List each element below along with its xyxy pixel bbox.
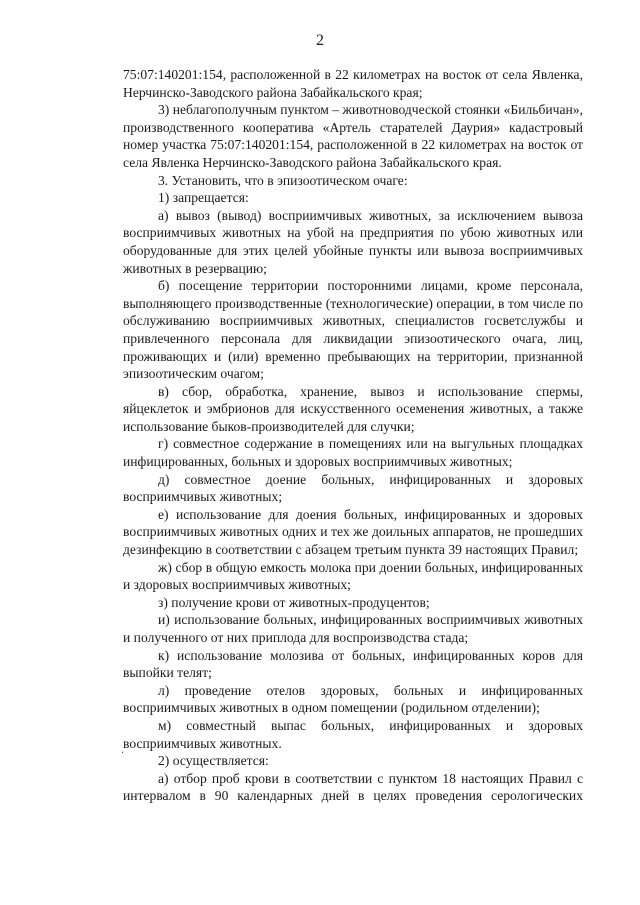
paragraph-carried-out: 2) осуществляется: <box>158 753 269 769</box>
page-number: 2 <box>316 32 324 49</box>
paragraph-l: л) проведение отелов здоровых, больных и инфицированных восприимчивых животных в одном помещении (родильном отделении); <box>123 682 583 716</box>
paragraph-i: и) использование больных, инфицированных восприимчивых животных и полученного от них приплода для воспроизводства стада; <box>123 612 583 645</box>
paragraph-item-3: 3) неблагополучным пунктом – животноводческой стоянки «Бильбичан», производственного кооператива «Артель старателей Даурия» кадастровый номер участка 75:07:140201:154, расположенной в 22 километрах на восток от села Явленка Нерчинско-Заводского района Забайкальского края. <box>123 102 583 170</box>
paragraph-v: в) сбор, обработка, хранение, вывоз и использование спермы, яйцеклеток и эмбрионов для искусственного осеменения животных, а также использование быков-производителей для случки; <box>123 383 583 434</box>
paragraph-k: к) использование молозива от больных, инфицированных коров для выпойки телят; <box>123 647 583 681</box>
paragraph-b: б) посещение территории посторонними лицами, кроме персонала, выполняющего производственные (технологические) операции, в том числе по обслуживанию восприимчивых животных, специалистов госветслужбы и привлеченного персонала для ликвидации эпизоотического очага, лиц, проживающих и (или) временно пребывающих на территории, признанной эпизоотическим очагом; <box>123 278 583 382</box>
paragraph-m: м) совместный выпас больных, инфицированных и здоровых восприимчивых животных. <box>123 717 583 751</box>
paragraph-a: а) вывоз (вывод) восприимчивых животных, за исключением вывоза восприимчивых животных на убой на предприятия по убою животных или оборудованные для этих целей убойные пункты или вывоза восприимчивых животных в резервацию; <box>123 207 583 276</box>
paragraph-zh: ж) сбор в общую емкость молока при доении больных, инфицированных и здоровых восприимчивых животных; <box>123 559 583 593</box>
paragraph-blood-sampling: а) отбор проб крови в соответствии с пунктом 18 настоящих Правил с интервалом в 90 календарных дней в целях проведения серологических <box>123 770 583 804</box>
paragraph-z: з) получение крови от животных-продуцентов; <box>158 594 430 610</box>
document-body <box>123 66 583 805</box>
paragraph-section-3: 3. Установить, что в эпизоотическом очаге: <box>158 172 408 188</box>
paragraph-g: г) совместное содержание в помещениях или на выгульных площадках инфицированных, больных и здоровых восприимчивых животных; <box>123 436 583 470</box>
paragraph-prohibited: 1) запрещается: <box>158 190 249 206</box>
paragraph-continuation: 75:07:140201:154, расположенной в 22 километрах на восток от села Явленка, Нерчинско-Заводского района Забайкальского края; <box>123 67 583 100</box>
scan-speck-mark: · <box>121 748 125 759</box>
paragraph-e: е) использование для доения больных, инфицированных и здоровых восприимчивых животных одних и тех же доильных аппаратов, не прошедших дезинфекцию в соответствии с абзацем третьим пункта 39 настоящих Правил; <box>123 506 583 558</box>
paragraph-d: д) совместное доение больных, инфицированных и здоровых восприимчивых животных; <box>123 471 583 505</box>
